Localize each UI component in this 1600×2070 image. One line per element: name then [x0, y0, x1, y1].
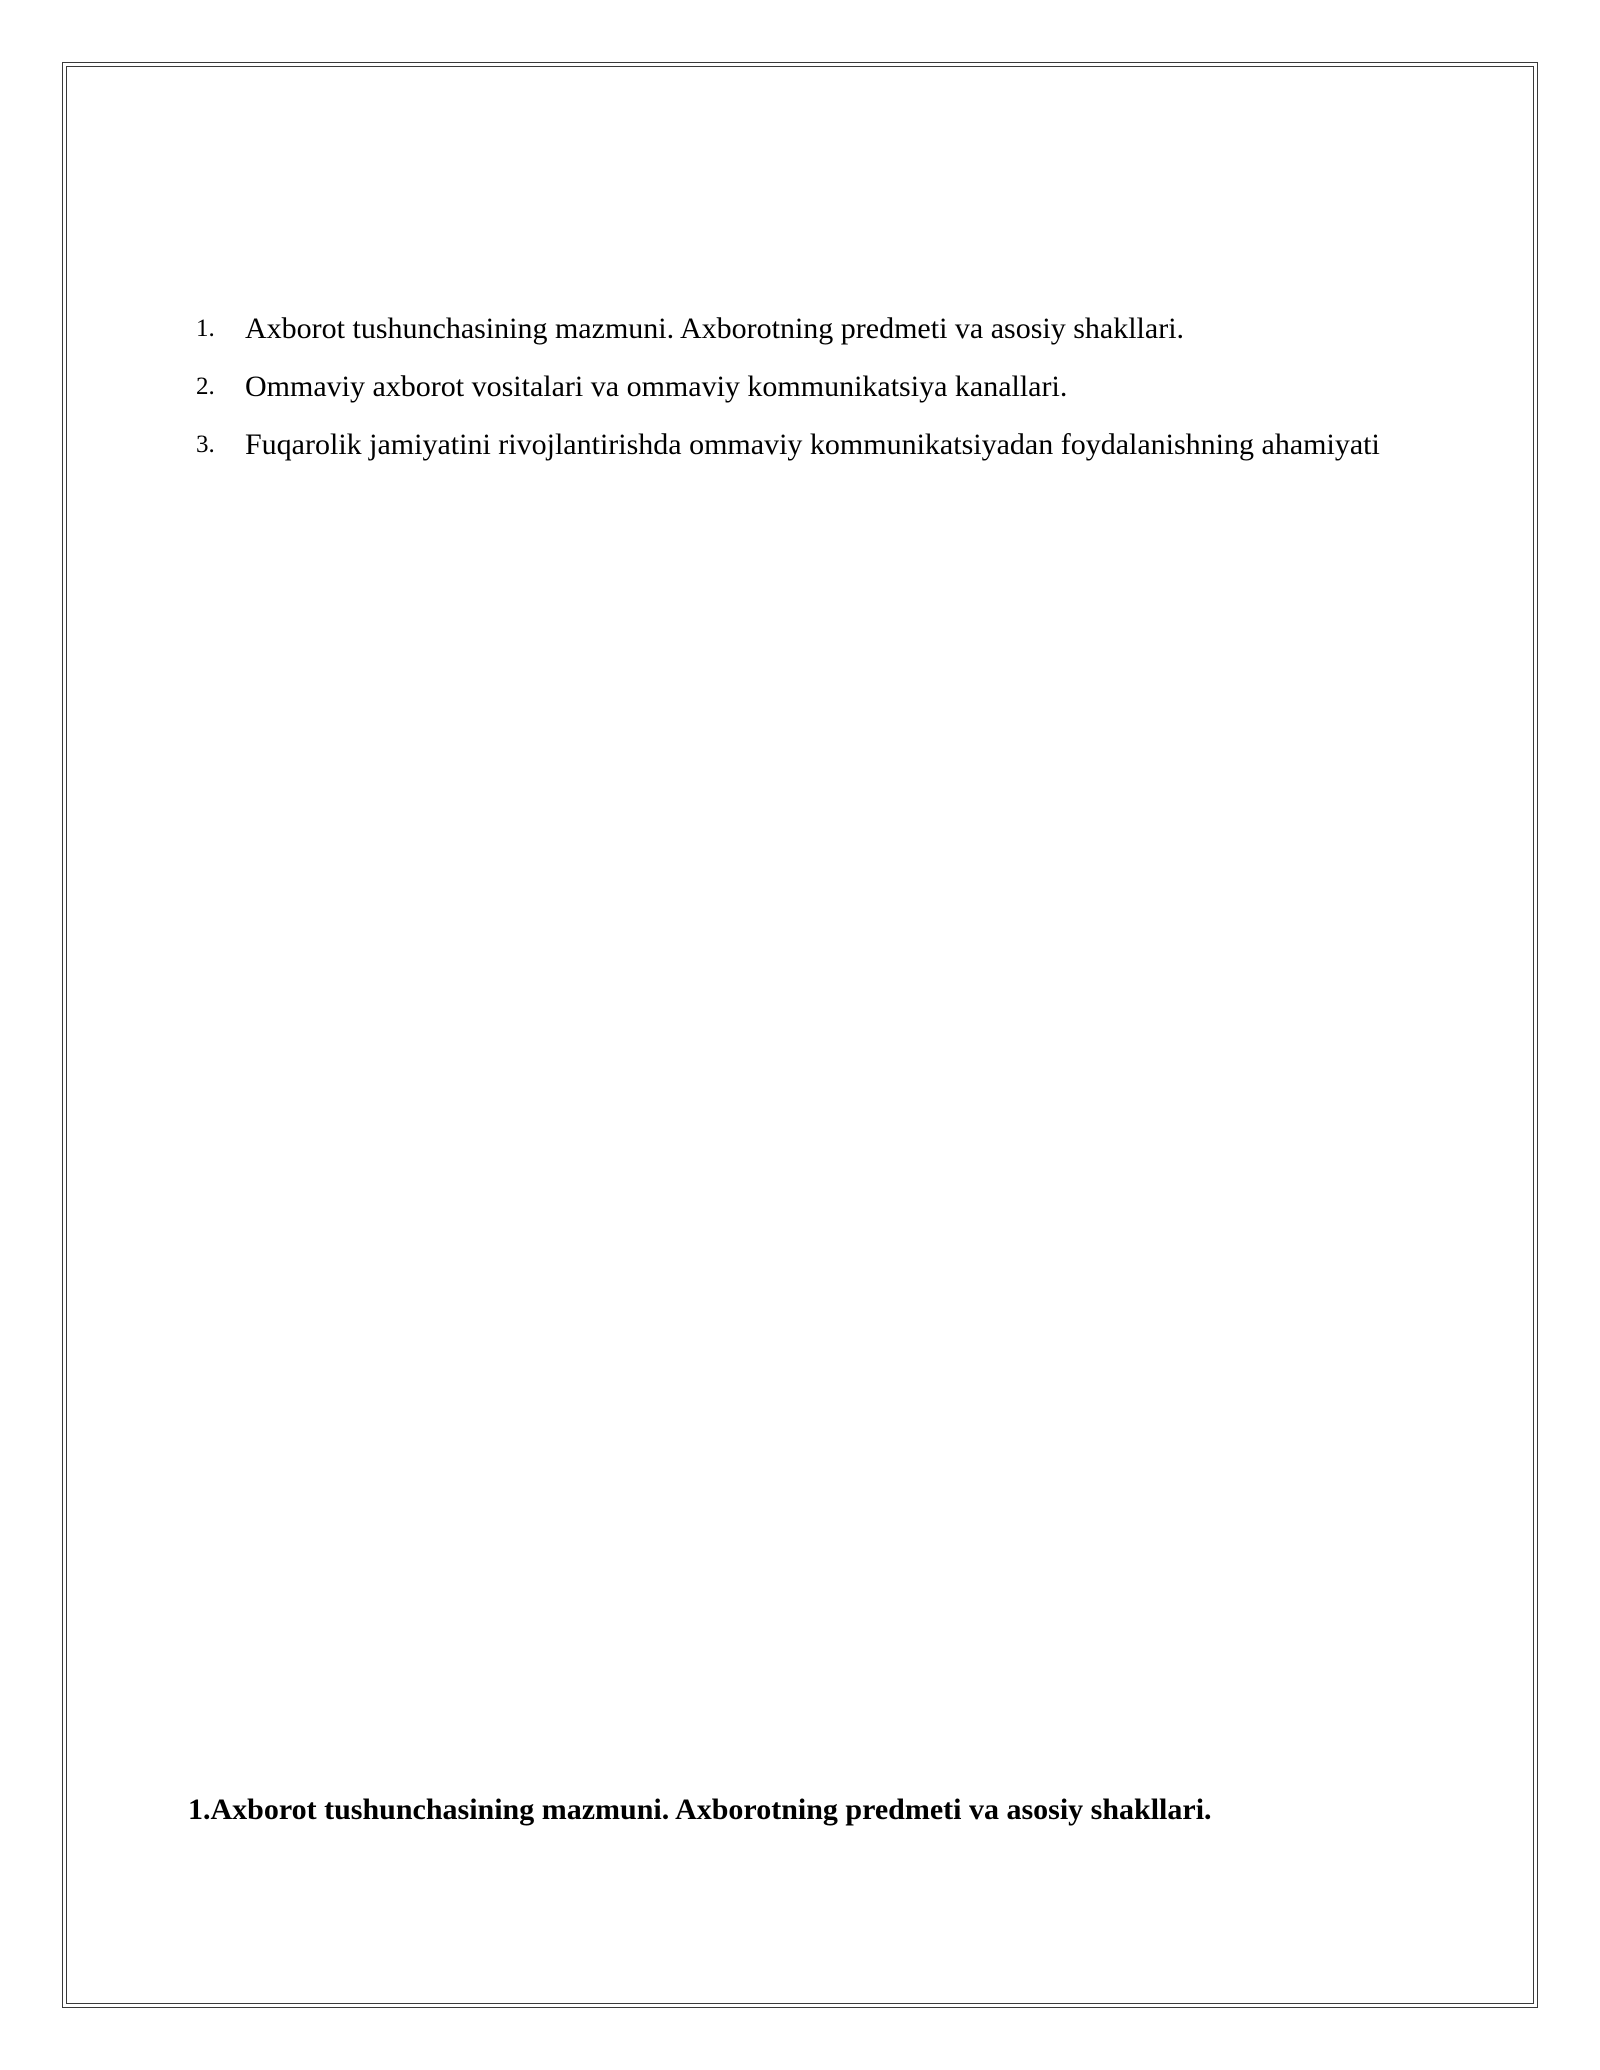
topic-list-item	[190, 300, 1415, 358]
topic-number: 1.	[196, 315, 215, 342]
topic-list-item	[190, 358, 1415, 416]
topic-text: Ommaviy axborot vositalari va ommaviy kommunikatsiya kanallari.	[245, 370, 1068, 403]
topic-text: Fuqarolik jamiyatini rivojlantirishda ommaviy kommunikatsiyadan foydalanishning ahamiyati	[245, 428, 1380, 461]
section-heading: 1.Axborot tushunchasining mazmuni. Axborotning predmeti va asosiy shakllari.	[188, 1793, 1212, 1826]
topic-number: 3.	[196, 431, 215, 458]
topic-number: 2.	[196, 373, 215, 400]
topic-text: Axborot tushunchasining mazmuni. Axborotning predmeti va asosiy shakllari.	[245, 312, 1185, 345]
topic-list-item	[190, 416, 1415, 474]
topic-list	[190, 300, 1415, 474]
